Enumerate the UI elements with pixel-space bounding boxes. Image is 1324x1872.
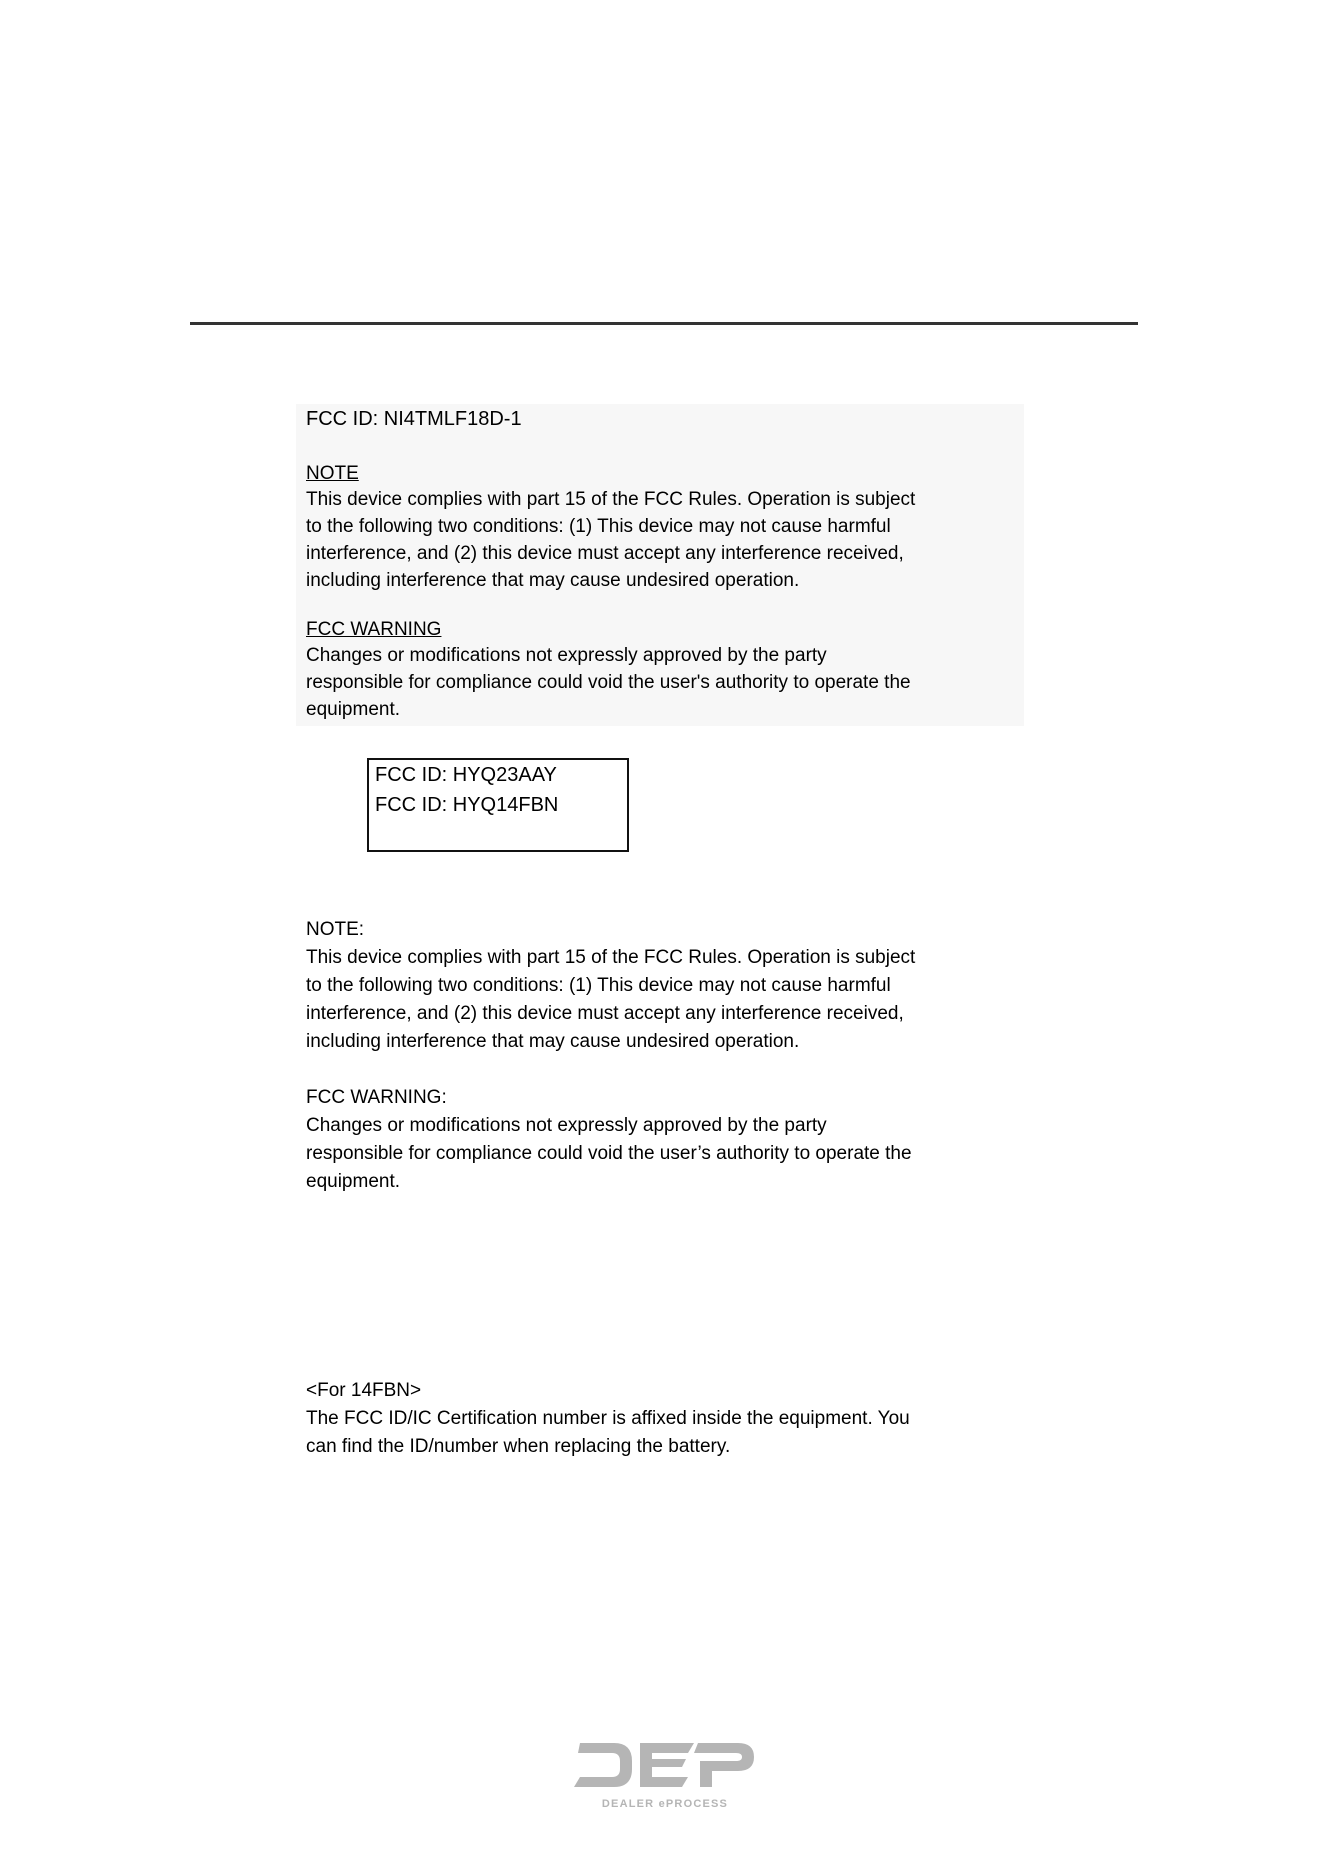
fcc-id-line: FCC ID: HYQ23AAY	[375, 764, 557, 786]
note-line: to the following two conditions: (1) This device may not cause harmful	[306, 516, 891, 537]
scanned-fcc-notice-block	[296, 404, 1024, 726]
warning-line: equipment.	[306, 1171, 401, 1192]
horizontal-divider	[190, 322, 1138, 325]
for-line: The FCC ID/IC Certification number is affixed inside the equipment. You	[306, 1408, 910, 1429]
note-heading-secondary: NOTE:	[306, 919, 365, 940]
fcc-id-line: FCC ID: HYQ14FBN	[375, 794, 559, 816]
note-line: including interference that may cause undesired operation.	[306, 570, 800, 591]
logo-tagline: DEALER ePROCESS	[601, 1798, 729, 1810]
warning-heading: FCC WARNING	[306, 619, 442, 640]
note-line: interference, and (2) this device must accept any interference received,	[306, 1003, 904, 1024]
for-14fbn-body	[306, 1405, 1036, 1461]
note-heading: NOTE	[306, 463, 359, 484]
warning-line: Changes or modifications not expressly approved by the party	[306, 1115, 827, 1136]
warning-line: responsible for compliance could void the user's authority to operate the	[306, 672, 911, 693]
note-line: including interference that may cause undesired operation.	[306, 1031, 800, 1052]
note-line: This device complies with part 15 of the FCC Rules. Operation is subject	[306, 947, 916, 968]
dealer-eprocess-logo	[570, 1737, 760, 1813]
warning-line: Changes or modifications not expressly approved by the party	[306, 645, 827, 666]
warning-line: equipment.	[306, 699, 401, 720]
note-line: This device complies with part 15 of the FCC Rules. Operation is subject	[306, 489, 916, 510]
fcc-id-box	[367, 758, 629, 852]
fcc-id-primary: FCC ID: NI4TMLF18D-1	[306, 408, 522, 430]
note-line: to the following two conditions: (1) This device may not cause harmful	[306, 975, 891, 996]
dep-logo-icon	[570, 1737, 760, 1813]
warning-body	[306, 642, 911, 723]
warning-body-secondary	[306, 1112, 1036, 1196]
warning-line: responsible for compliance could void the user’s authority to operate the	[306, 1143, 912, 1164]
note-body-secondary	[306, 944, 1036, 1056]
note-line: interference, and (2) this device must accept any interference received,	[306, 543, 904, 564]
for-14fbn-heading: <For 14FBN>	[306, 1380, 422, 1401]
for-line: can find the ID/number when replacing the battery.	[306, 1436, 731, 1457]
warning-heading-secondary: FCC WARNING:	[306, 1087, 447, 1108]
note-body	[306, 486, 915, 594]
